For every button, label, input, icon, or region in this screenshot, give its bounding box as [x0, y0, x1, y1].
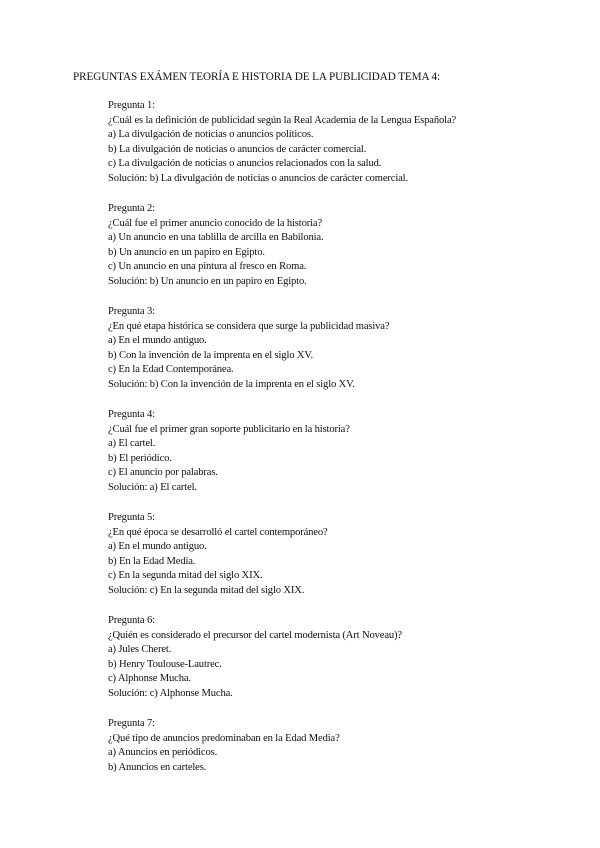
question-4: [108, 408, 578, 495]
option-b: b) Henry Toulouse-Lautrec.: [108, 658, 222, 670]
question-3: [108, 305, 578, 392]
question-number: Pregunta 4:: [108, 409, 155, 420]
solution: Solución: b) La divulgación de noticias o anuncios de carácter comercial.: [108, 172, 408, 184]
option-a: a) En el mundo antiguo.: [108, 335, 207, 346]
question-number: Pregunta 2:: [108, 203, 155, 214]
option-b: b) La divulgación de noticias o anuncios de carácter comercial.: [108, 143, 367, 155]
option-a: a) Un anuncio en una tablilla de arcilla en Babilonia.: [108, 232, 324, 243]
question-text: ¿En qué etapa histórica se considera que surge la publicidad masiva?: [108, 320, 390, 332]
option-c: c) En la segunda mitad del siglo XIX.: [108, 570, 263, 581]
option-a: a) En el mundo antiguo.: [108, 541, 207, 552]
question-number: Pregunta 3:: [108, 306, 155, 317]
option-c: c) La divulgación de noticias o anuncios relacionados con la salud.: [108, 158, 382, 169]
option-b: b) En la Edad Media.: [108, 555, 196, 567]
option-b: b) Con la invención de la imprenta en el siglo XV.: [108, 349, 314, 361]
question-5: [108, 511, 578, 598]
question-1: [108, 99, 578, 186]
option-c: c) En la Edad Contemporánea.: [108, 364, 234, 375]
question-6: [108, 614, 578, 701]
solution: Solución: c) Alphonse Mucha.: [108, 687, 233, 699]
question-text: ¿En qué época se desarrolló el cartel contemporáneo?: [108, 526, 328, 538]
question-number: Pregunta 7:: [108, 718, 155, 729]
question-7: [108, 717, 578, 775]
question-text: ¿Quién es considerado el precursor del cartel modernista (Art Noveau)?: [108, 629, 402, 641]
question-2: [108, 202, 578, 289]
option-c: c) El anuncio por palabras.: [108, 467, 218, 478]
question-list: [108, 99, 578, 791]
solution: Solución: c) En la segunda mitad del siglo XIX.: [108, 584, 305, 596]
option-a: a) La divulgación de noticias o anuncios políticos.: [108, 129, 314, 140]
option-b: b) Un anuncio en un papiro en Egipto.: [108, 246, 265, 258]
question-text: ¿Qué tipo de anuncios predominaban en la Edad Media?: [108, 732, 340, 744]
option-a: a) Jules Cheret.: [108, 644, 172, 655]
question-number: Pregunta 6:: [108, 615, 155, 626]
option-b: b) Anuncios en carteles.: [108, 761, 207, 773]
question-number: Pregunta 1:: [108, 100, 155, 111]
solution: Solución: b) Con la invención de la imprenta en el siglo XV.: [108, 378, 355, 390]
document-title: PREGUNTAS EXÁMEN TEORÍA E HISTORIA DE LA PUBLICIDAD TEMA 4:: [73, 71, 441, 83]
question-number: Pregunta 5:: [108, 512, 155, 523]
question-text: ¿Cuál fue el primer gran soporte publicitario en la historia?: [108, 423, 350, 435]
question-text: ¿Cuál fue el primer anuncio conocido de la historia?: [108, 217, 322, 229]
option-b: b) El periódico.: [108, 452, 172, 464]
option-a: a) El cartel.: [108, 438, 156, 449]
option-c: c) Alphonse Mucha.: [108, 673, 191, 684]
solution: Solución: b) Un anuncio en un papiro en Egipto.: [108, 275, 307, 287]
solution: Solución: a) El cartel.: [108, 481, 197, 493]
option-c: c) Un anuncio en una pintura al fresco en Roma.: [108, 261, 307, 272]
question-text: ¿Cuál es la definición de publicidad según la Real Academia de la Lengua Española?: [108, 114, 457, 126]
option-a: a) Anuncios en periódicos.: [108, 747, 218, 758]
